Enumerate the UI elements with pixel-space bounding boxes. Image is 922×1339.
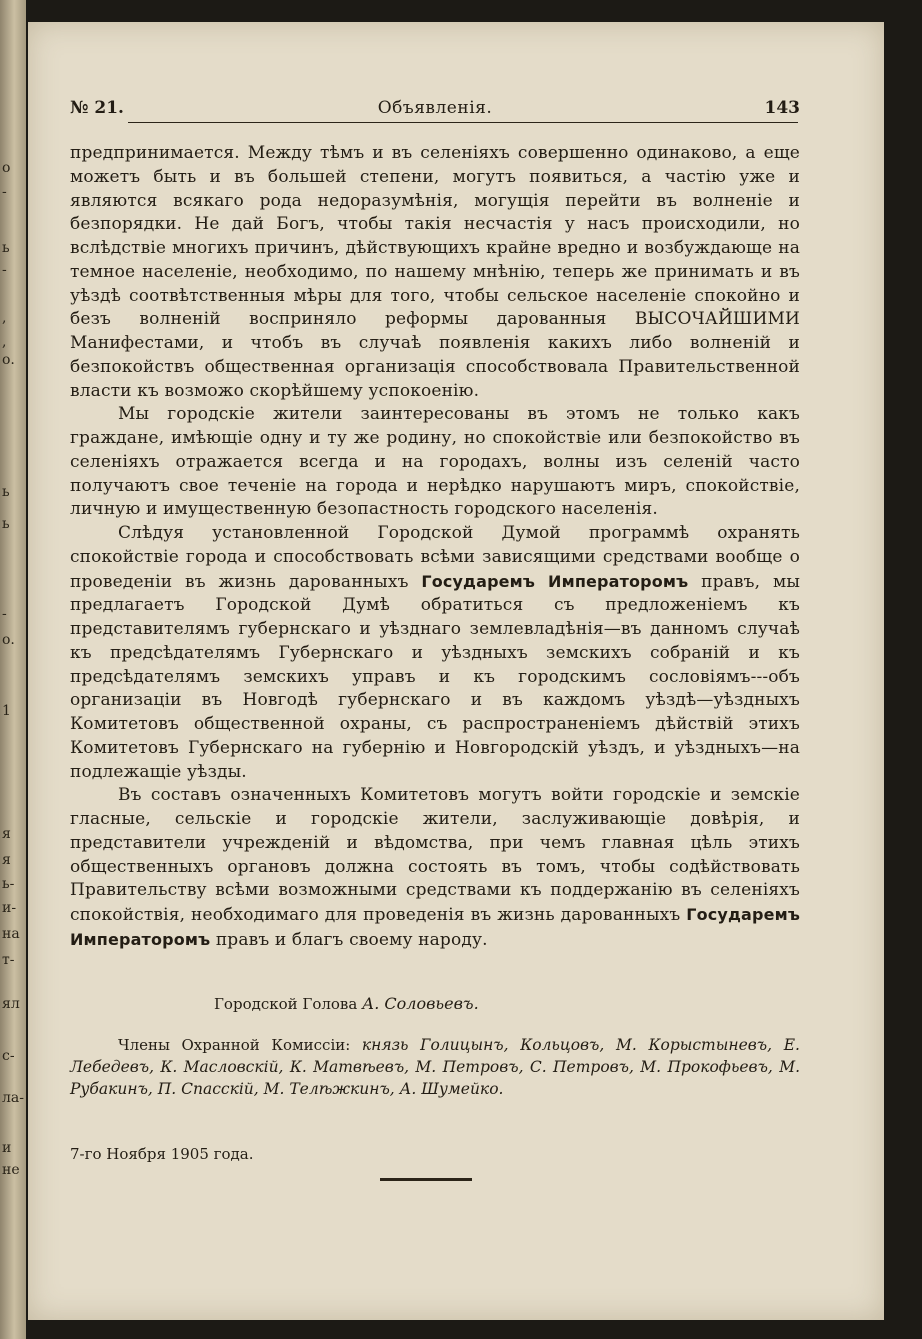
margin-fragment: я <box>2 852 11 868</box>
paragraph-4 <box>70 784 800 952</box>
margin-fragment: на <box>2 926 20 942</box>
paragraph-3-text-a: Слѣдуя установленной Городской Думой программѣ охранять спокойствіе города и способствовать всѣми зависящими средствами вообще о проведеніи въ жизнь дарованныхъ <box>70 523 800 592</box>
margin-fragment: 1 <box>2 703 11 719</box>
commission-members <box>70 1034 800 1100</box>
margin-fragment: о. <box>2 352 15 368</box>
members-intro: Члены Охранной Комиссіи: <box>118 1036 351 1054</box>
document-page <box>28 22 884 1320</box>
margin-fragment: ь <box>2 484 10 500</box>
page-number: 143 <box>764 98 800 118</box>
margin-fragment: - <box>2 184 7 200</box>
paragraph-4-text-a: Въ составъ означенныхъ Комитетовъ могутъ войти городскіе и земскіе гласные, сельскіе и городскіе жители, заслуживающіе довѣрія, и представители учрежденій и вѣдомства, при чемъ главная цѣль этихъ общественныхъ органовъ должна состоять въ томъ, чтобы содѣйствовать Правительству всѣми возможными средствами къ поддержанію въ селеніяхъ спокойствія, необходимаго для проведенія въ жизнь дарованныхъ <box>70 785 800 925</box>
paragraph-4-text-c: правъ и благъ своему народу. <box>215 929 488 950</box>
margin-fragment: и <box>2 1140 12 1156</box>
document-date: 7-го Ноября 1905 года. <box>70 1145 254 1163</box>
paragraph-3 <box>70 522 800 784</box>
margin-fragment: т- <box>2 952 15 968</box>
margin-fragment: , <box>2 310 7 326</box>
adjacent-page-edge <box>0 0 26 1339</box>
body-text <box>70 142 800 953</box>
margin-fragment: о <box>2 160 11 176</box>
page-header <box>70 98 800 124</box>
margin-fragment: - <box>2 262 7 278</box>
margin-fragment: ь <box>2 240 10 256</box>
margin-fragment: ла- <box>2 1090 24 1106</box>
header-rule <box>128 122 798 123</box>
margin-fragment: с- <box>2 1048 15 1064</box>
mayor-signature <box>214 994 479 1013</box>
paragraph-4-emphasis: Государемъ Императоромъ <box>70 905 801 949</box>
margin-fragment: ь- <box>2 876 15 892</box>
issue-number: № 21. <box>70 98 124 118</box>
margin-fragment: - <box>2 606 7 622</box>
margin-fragment: я <box>2 826 11 842</box>
margin-fragment: о. <box>2 632 15 648</box>
margin-fragment: , <box>2 334 7 350</box>
end-rule <box>380 1178 472 1181</box>
paragraph-3-text-c: правъ, мы предлагаетъ Городской Думѣ обратиться съ предложеніемъ къ представителямъ губернскаго и уѣзднаго землевладѣнія—въ данномъ случаѣ къ предсѣдателямъ Губернскаго и уѣздныхъ земскихъ собраній и къ предсѣдателямъ земскихъ управъ и къ городскимъ сословіямъ---объ организаціи въ Новгодѣ губернскаго и въ каждомъ уѣздѣ—уѣздныхъ Комитетовъ общественной охраны, съ распространеніемъ дѣйствій этихъ Комитетовъ Губернскаго на губернію и Новгородскій уѣздъ, и уѣздныхъ—на подлежащіе уѣзды. <box>70 571 801 782</box>
paragraph-1: предпринимается. Между тѣмъ и въ селеніяхъ совершенно одинаково, а еще можетъ быть и въ большей степени, могутъ появиться, а частію уже и являются всякаго рода недоразумѣнія, могущія перейти въ волненіе и безпорядки. Не дай Богъ, чтобы такія несчастія у насъ происходили, но вслѣдствіе многихъ причинъ, дѣйствующихъ крайне вредно и возбуждающе на темное населеніе, необходимо, по нашему мнѣнію, теперь же принимать и въ уѣздѣ соотвѣтственныя мѣры для того, чтобы сельское населеніе спокойно и безъ волненій восприняло реформы дарованныя ВЫСОЧАЙШИМИ Манифестами, и чтобъ въ случаѣ появленія какихъ либо волненій и безпокойствъ общественная организація способствовала Правительственной власти къ возможо скорѣйшему успокоенію. <box>70 143 800 401</box>
paragraph-3-emphasis: Государемъ Императоромъ <box>421 571 689 591</box>
section-title: Объявленія. <box>377 98 493 118</box>
margin-fragment: и- <box>2 900 17 916</box>
paragraph-2: Мы городскіе жители заинтересованы въ этомъ не только какъ граждане, имѣющіе одну и ту же родину, но спокойствіе или безпокойство въ селеніяхъ отражается всегда и на городахъ, волны изъ селеній часто получаютъ свое теченіе на города и нерѣдко нарушаютъ миръ, спокойствіе, личную и имущественную безопастность городского населенія. <box>70 404 800 520</box>
margin-fragment: ял <box>2 996 20 1012</box>
members-names: князь Голицынъ, Кольцовъ, М. Корыстыневъ, Е. Лебедевъ, К. Масловскій, К. Матвѣевъ, М. Петровъ, С. Петровъ, М. Прокофьевъ, М. Рубакинъ, П. Спасскій, М. Телѣжкинъ, А. Шумейко. <box>70 1036 800 1098</box>
margin-fragment: ь <box>2 516 10 532</box>
mayor-title: Городской Голова <box>214 995 358 1013</box>
margin-fragment: не <box>2 1162 20 1178</box>
mayor-name: А. Соловьевъ. <box>362 994 479 1013</box>
